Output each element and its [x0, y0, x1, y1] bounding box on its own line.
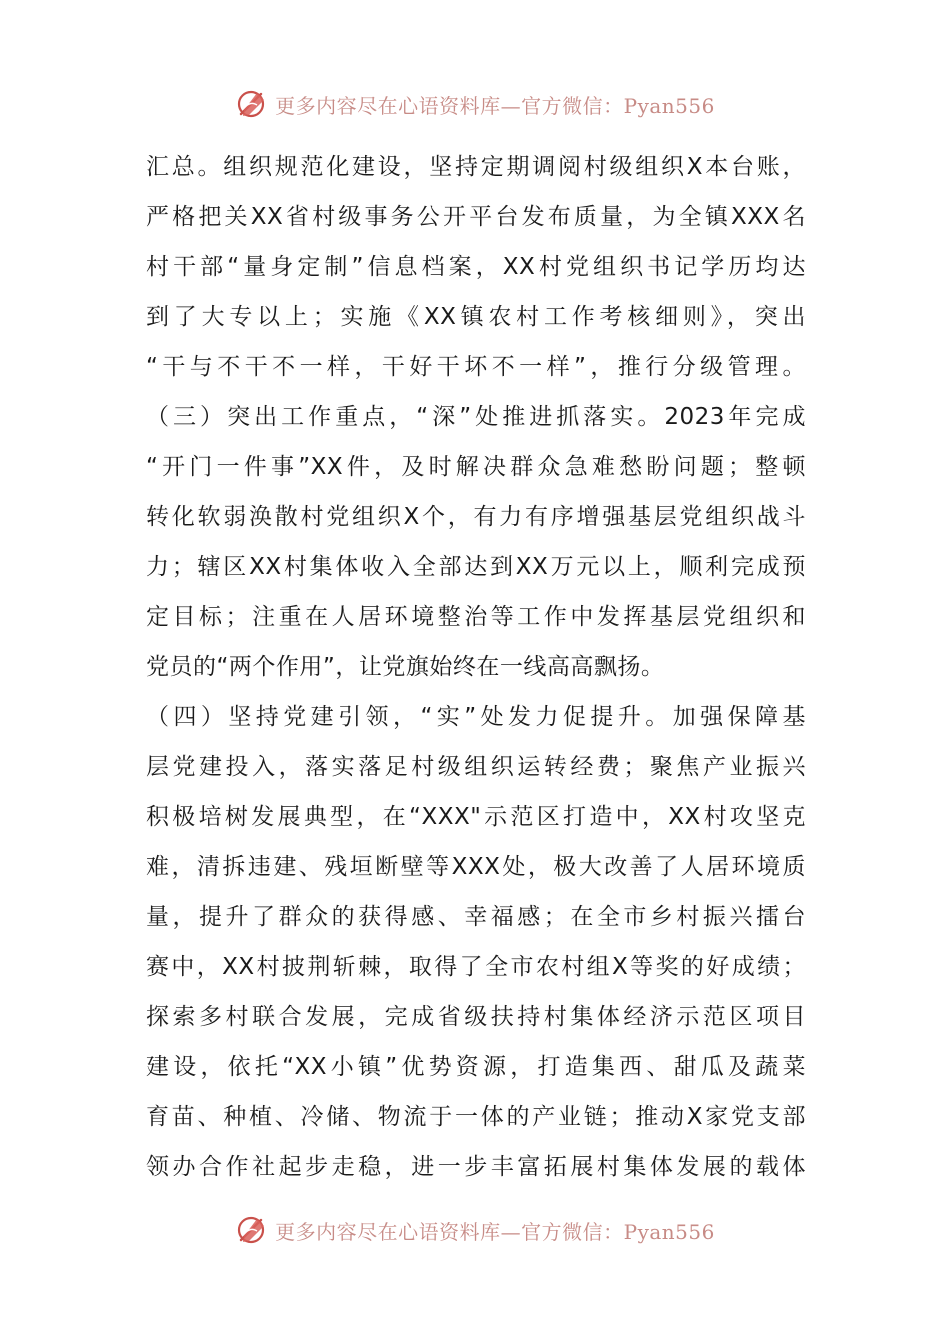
- text-line: 领办合作社起步走稳，进一步丰富拓展村集体发展的载体: [146, 1154, 806, 1180]
- text-line: 探索多村联合发展，完成省级扶持村集体经济示范区项目: [146, 1004, 806, 1030]
- text-line: 村干部“量身定制”信息档案，XX村党组织书记学历均达: [146, 254, 806, 280]
- text-line: 定目标；注重在人居环境整治等工作中发挥基层党组织和: [146, 604, 806, 630]
- text-line: （四）坚持党建引领，“实”处发力促提升。加强保障基: [146, 704, 806, 730]
- text-line: “开门一件事”XX件，及时解决群众急难愁盼问题；整顿: [146, 454, 806, 480]
- text-line: 转化软弱涣散村党组织X个，有力有序增强基层党组织战斗: [146, 504, 806, 530]
- document-body: [146, 142, 806, 1192]
- watermark-text: 更多内容尽在心语资料库—官方微信：Pyan556: [275, 93, 715, 118]
- text-line: 建设，依托“XX小镇”优势资源，打造集西、甜瓜及蔬菜: [146, 1054, 806, 1080]
- pen-logo-icon: [235, 87, 269, 121]
- pen-logo-icon: [235, 1213, 269, 1247]
- text-line: 层党建投入，落实落足村级组织运转经费；聚焦产业振兴: [146, 754, 806, 780]
- text-line: 积极培树发展典型，在“XXX"示范区打造中，XX村攻坚克: [146, 804, 806, 830]
- text-line: 量，提升了群众的获得感、幸福感；在全市乡村振兴擂台: [146, 904, 806, 930]
- text-line: （三）突出工作重点，“深”处推进抓落实。2023年完成: [146, 404, 806, 430]
- text-line: 赛中，XX村披荆斩棘，取得了全市农村组X等奖的好成绩；: [146, 954, 806, 980]
- text-line: 汇总。组织规范化建设，坚持定期调阅村级组织X本台账，: [146, 154, 806, 180]
- text-line: 党员的“两个作用”，让党旗始终在一线高高飘扬。: [146, 654, 665, 680]
- footer-watermark: [0, 1210, 950, 1250]
- text-line: 力；辖区XX村集体收入全部达到XX万元以上，顺利完成预: [146, 554, 806, 580]
- header-watermark: [0, 84, 950, 124]
- text-line: “干与不干不一样，干好干坏不一样”，推行分级管理。: [146, 354, 806, 380]
- text-line: 难，清拆违建、残垣断壁等XXX处，极大改善了人居环境质: [146, 854, 806, 880]
- text-line: 到了大专以上；实施《XX镇农村工作考核细则》，突出: [146, 304, 806, 330]
- watermark-text: 更多内容尽在心语资料库—官方微信：Pyan556: [275, 1219, 715, 1244]
- text-line: 育苗、种植、冷储、物流于一体的产业链；推动X家党支部: [146, 1104, 806, 1130]
- text-line: 严格把关XX省村级事务公开平台发布质量，为全镇XXX名: [146, 204, 806, 230]
